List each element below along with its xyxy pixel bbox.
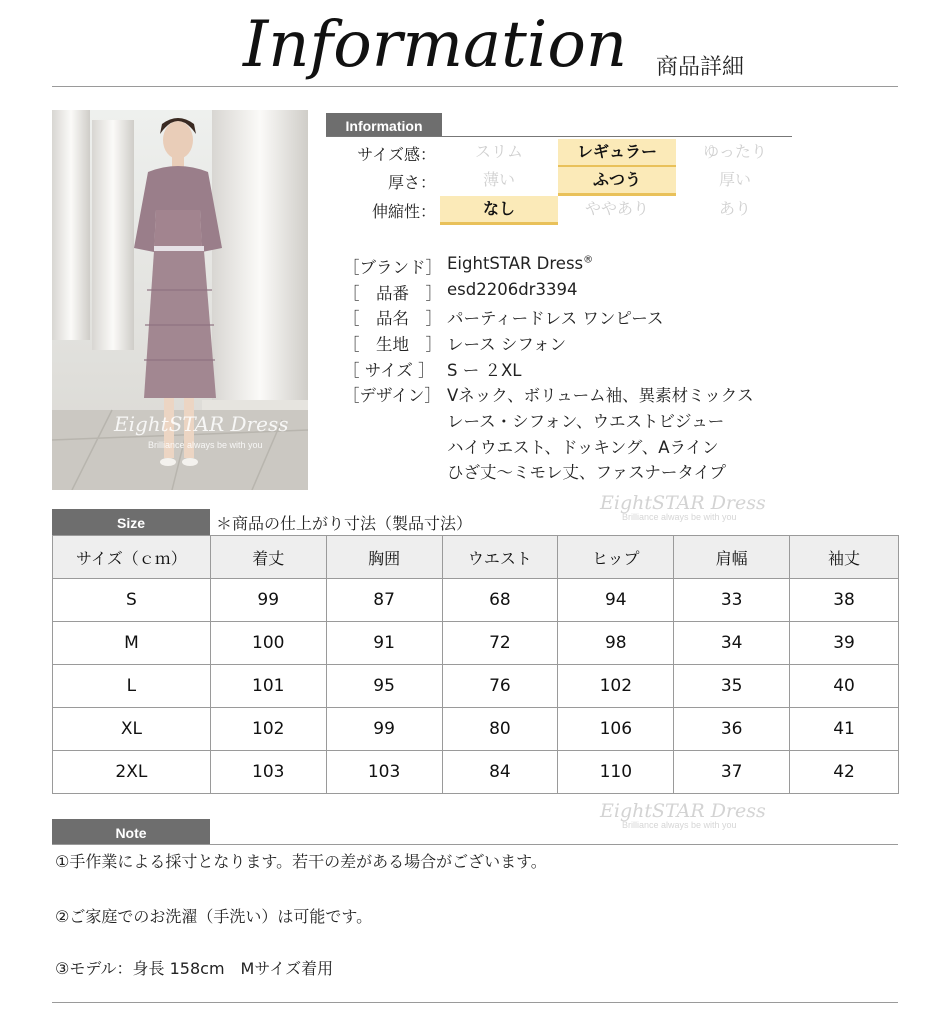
header-cell: 袖丈 — [790, 536, 899, 579]
table-cell: 95 — [326, 665, 442, 708]
photo-watermark-sub: Brilliance always be with you — [148, 440, 263, 450]
table-cell: 80 — [442, 708, 558, 751]
note-line-2: ②ご家庭でのお洗濯（手洗い）は可能です。 — [55, 907, 373, 926]
feel-option: ややあり — [584, 199, 649, 218]
feel-row-thickness — [326, 167, 806, 193]
table-cell: 94 — [558, 579, 674, 622]
spec-value-brand: EightSTAR Dress® — [447, 254, 594, 273]
table-cell: 101 — [210, 665, 326, 708]
registered-mark: ® — [583, 254, 594, 266]
note-line-1: ①手作業による採寸となります。若干の差がある場合がございます。 — [55, 852, 547, 871]
table-cell: 38 — [790, 579, 899, 622]
feel-option: ゆったり — [703, 142, 767, 161]
information-divider — [326, 136, 792, 137]
table-row — [53, 708, 899, 751]
table-row — [53, 579, 899, 622]
feel-row-size — [326, 139, 806, 165]
table-cell: 41 — [790, 708, 899, 751]
table-cell: 42 — [790, 751, 899, 794]
spec-label-fabric: ［ 生地 ］ — [343, 335, 442, 354]
table-row — [53, 751, 899, 794]
page-title: Information — [243, 8, 628, 82]
table-cell: 87 — [326, 579, 442, 622]
note-line-3: ③モデル：身長 158cm Mサイズ着用 — [55, 959, 334, 978]
size-tab: Size — [52, 509, 210, 535]
note-divider — [52, 844, 898, 845]
table-cell: 102 — [210, 708, 326, 751]
table-cell: 40 — [790, 665, 899, 708]
spec-value-size: S ー ２XL — [447, 361, 522, 380]
size-table — [52, 535, 899, 794]
feel-option: 厚い — [718, 170, 751, 189]
feel-row-stretch — [326, 196, 806, 222]
table-cell: 91 — [326, 622, 442, 665]
table-cell: 39 — [790, 622, 899, 665]
feel-option-selected: レギュラー — [558, 139, 676, 165]
spec-label-code: ［ 品番 ］ — [343, 284, 442, 303]
spec-label-size: ［ サイズ ］ — [343, 361, 435, 380]
feel-option: 薄い — [482, 170, 515, 189]
table-cell: 68 — [442, 579, 558, 622]
spec-label-brand: ［ブランド］ — [343, 258, 442, 277]
table-cell: 99 — [210, 579, 326, 622]
information-tab: Information — [326, 113, 442, 137]
size-table-header — [53, 536, 899, 579]
header-divider — [52, 86, 898, 87]
spec-value-design-4: ひざ丈〜ミモレ丈、ファスナータイプ — [447, 463, 727, 482]
header-cell: 着丈 — [210, 536, 326, 579]
table-cell: 106 — [558, 708, 674, 751]
table-cell: 33 — [674, 579, 790, 622]
table-cell: 84 — [442, 751, 558, 794]
table-cell: M — [53, 622, 211, 665]
table-cell: 98 — [558, 622, 674, 665]
note-tab: Note — [52, 819, 210, 844]
table-cell: 35 — [674, 665, 790, 708]
spec-value-design-1: Vネック、ボリューム袖、異素材ミックス — [447, 386, 754, 405]
feel-option-selected: ふつう — [558, 167, 676, 193]
table-cell: 37 — [674, 751, 790, 794]
header-cell: ヒップ — [558, 536, 674, 579]
brand-watermark: EightSTAR Dress Brilliance always be with you — [600, 800, 766, 830]
table-cell: 110 — [558, 751, 674, 794]
spec-value-design-2: レース・シフォン、ウエストビジュー — [447, 412, 725, 431]
table-cell: 34 — [674, 622, 790, 665]
brand-watermark: EightSTAR Dress Brilliance always be with you — [600, 492, 766, 522]
table-cell: 36 — [674, 708, 790, 751]
table-cell: 100 — [210, 622, 326, 665]
table-cell: 102 — [558, 665, 674, 708]
table-cell: 103 — [326, 751, 442, 794]
spec-value-design-3: ハイウエスト、ドッキング、Aライン — [447, 438, 719, 457]
header-cell: ウエスト — [442, 536, 558, 579]
spec-value-code: esd2206dr3394 — [447, 280, 578, 299]
table-cell: 103 — [210, 751, 326, 794]
header-cell: 肩幅 — [674, 536, 790, 579]
feel-option: あり — [718, 199, 751, 218]
table-cell: 99 — [326, 708, 442, 751]
spec-label-design: ［デザイン］ — [343, 386, 441, 405]
table-cell: L — [53, 665, 211, 708]
table-cell: 2XL — [53, 751, 211, 794]
table-cell: XL — [53, 708, 211, 751]
feel-label: サイズ感： — [357, 145, 436, 164]
table-row — [53, 665, 899, 708]
size-note: ＊商品の仕上がり寸法（製品寸法） — [216, 514, 473, 533]
table-cell: 72 — [442, 622, 558, 665]
spec-value-name: パーティードレス ワンピース — [447, 309, 664, 328]
bottom-divider — [52, 1002, 898, 1003]
feel-option: スリム — [474, 142, 523, 161]
header-cell: 胸囲 — [326, 536, 442, 579]
table-row — [53, 622, 899, 665]
table-cell: S — [53, 579, 211, 622]
feel-label: 厚さ： — [387, 173, 436, 192]
photo-watermark: EightSTAR Dress — [114, 412, 289, 436]
feel-label: 伸縮性： — [371, 202, 436, 221]
spec-value-fabric: レース シフォン — [447, 335, 567, 354]
header-cell: サイズ（ｃｍ） — [53, 536, 211, 579]
product-photo — [52, 110, 308, 490]
page-subtitle: 商品詳細 — [656, 55, 745, 80]
spec-label-name: ［ 品名 ］ — [343, 309, 442, 328]
feel-option-selected: なし — [440, 196, 558, 222]
table-cell: 76 — [442, 665, 558, 708]
